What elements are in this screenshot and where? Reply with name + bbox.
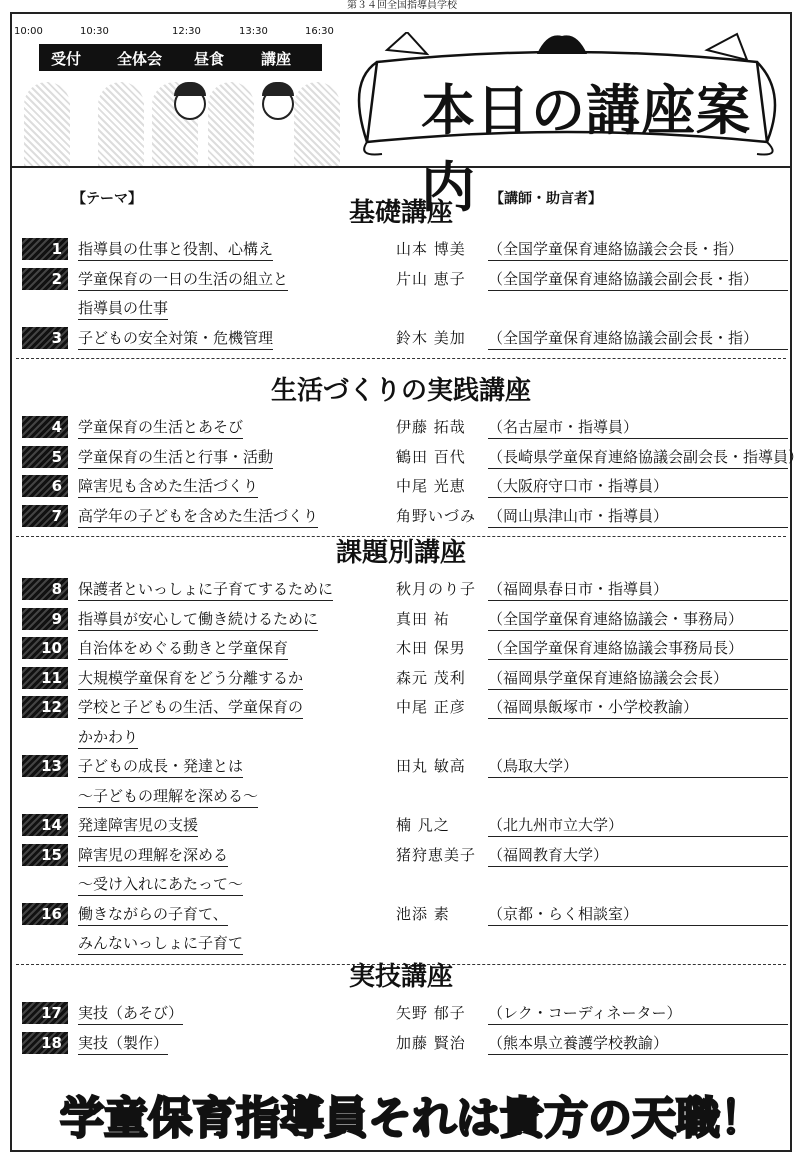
lecture-row <box>12 635 790 665</box>
lecturer-name: 真田 祐 <box>396 609 450 628</box>
lecturer-name: 木田 保男 <box>396 639 466 657</box>
lecturer-affiliation: （福岡県学童保育連絡協議会会長） <box>488 667 788 690</box>
lecturer-name: 片山 恵子 <box>396 269 466 288</box>
time-label: 10:30 <box>80 26 109 37</box>
lecture-theme: 高学年の子どもを含めた生活づくり <box>78 505 318 528</box>
lecturer-affiliation: （北九州市立大学） <box>488 814 788 837</box>
lecture-theme: 子どもの安全対策・危機管理 <box>78 327 273 350</box>
lecturer-affiliation: （京都・らく相談室） <box>488 903 788 926</box>
lecture-row <box>12 812 790 842</box>
lecture-row <box>12 444 804 474</box>
lecture-row <box>12 753 790 783</box>
lecture-number: 13 <box>22 755 68 777</box>
lecture-theme: 実技（あそび） <box>78 1002 183 1025</box>
lecture-row-continued <box>12 783 790 813</box>
lecture-row <box>12 576 790 606</box>
section-title: 実技講座 <box>348 962 453 992</box>
lecture-number: 4 <box>22 416 68 438</box>
section-divider <box>16 358 786 359</box>
time-label: 16:30 <box>305 26 334 37</box>
lecturer-name: 秋月のり子 <box>396 580 477 598</box>
lecture-theme: 学校と子どもの生活、学童保育の <box>78 696 303 719</box>
lecturer-name: 楠 凡之 <box>396 816 450 834</box>
document-header: 第３４回全国指導員学校 <box>347 0 457 11</box>
lecturer-name: 中尾 正彦 <box>396 698 466 716</box>
decorative-pillar <box>294 82 340 166</box>
lecturer-name: 池添 素 <box>396 904 450 923</box>
lecture-number: 14 <box>22 814 68 836</box>
lecture-number: 7 <box>22 505 68 527</box>
section-title: 生活づくりの実践講座 <box>270 376 531 406</box>
lecture-theme: みんないっしょに子育て <box>78 932 243 955</box>
lecture-theme: ～受け入れにあたって～ <box>78 873 243 896</box>
lecture-theme: ～子どもの理解を深める～ <box>78 785 258 808</box>
lecture-row <box>12 414 790 444</box>
schedule-item: 昼食 <box>194 50 225 68</box>
lecture-theme: 発達障害児の支援 <box>78 814 198 837</box>
lecture-theme: 学童保育の一日の生活の組立と <box>78 268 288 291</box>
lecture-theme: 保護者といっしょに子育てするために <box>78 578 333 601</box>
lecturer-name: 矢野 郁子 <box>396 1004 466 1022</box>
child-illustration <box>262 88 294 120</box>
lecturer-name: 森元 茂利 <box>396 668 466 687</box>
time-label: 12:30 <box>172 26 201 37</box>
lecture-theme: 指導員の仕事と役割、心構え <box>78 238 273 261</box>
lecturer-name: 山本 博美 <box>396 240 466 258</box>
lecturer-affiliation: （福岡県春日市・指導員） <box>488 578 788 601</box>
lecturer-affiliation: （長崎県学童保育連絡協議会副会長・指導員） <box>488 446 788 469</box>
lecturer-affiliation: （大阪府守口市・指導員） <box>488 475 788 498</box>
lecture-number: 8 <box>22 578 68 600</box>
lecture-row-continued <box>12 871 790 901</box>
lecture-row <box>12 266 790 296</box>
lecture-number: 9 <box>22 608 68 630</box>
lecture-theme: 指導員の仕事 <box>78 297 168 320</box>
lecture-theme: 障害児の理解を深める <box>78 844 228 867</box>
lecture-theme: 指導員が安心して働き続けるために <box>78 608 318 631</box>
lecturer-affiliation: （岡山県津山市・指導員） <box>488 505 788 528</box>
schedule-bar <box>39 44 322 71</box>
lecture-number: 5 <box>22 446 68 468</box>
lecturer-affiliation: （名古屋市・指導員） <box>488 416 788 439</box>
lecture-number: 3 <box>22 327 68 349</box>
lecture-number: 15 <box>22 844 68 866</box>
lecturer-affiliation: （レク・コーディネーター） <box>488 1002 788 1025</box>
theme-column-label: 【テーマ】 <box>72 191 142 207</box>
lecturer-affiliation: （全国学童保育連絡協議会事務局長） <box>488 637 788 660</box>
time-label: 13:30 <box>239 26 268 37</box>
lecturer-name: 鶴田 百代 <box>396 447 466 466</box>
lecture-theme: 学童保育の生活と行事・活動 <box>78 446 273 469</box>
lecturer-affiliation: （全国学童保育連絡協議会・事務局） <box>488 608 788 631</box>
lecture-number: 12 <box>22 696 68 718</box>
section-title: 基礎講座 <box>348 198 453 228</box>
lecture-theme: かかわり <box>78 726 138 749</box>
lecturer-affiliation: （全国学童保育連絡協議会副会長・指） <box>488 327 788 350</box>
lecture-number: 2 <box>22 268 68 290</box>
lecture-row <box>12 473 790 503</box>
child-illustration <box>174 88 206 120</box>
lecture-number: 6 <box>22 475 68 497</box>
lecturer-name: 加藤 賢治 <box>396 1033 466 1052</box>
slogan-banner <box>32 1079 792 1159</box>
lecturer-name: 田丸 敏高 <box>396 757 466 775</box>
lecturer-name: 鈴木 美加 <box>396 328 466 347</box>
lecture-row <box>12 606 790 636</box>
lecture-theme: 学童保育の生活とあそび <box>78 416 243 439</box>
lecture-row <box>12 325 790 355</box>
lecture-row <box>12 901 790 931</box>
lecture-row <box>12 503 790 533</box>
schedule-item: 全体会 <box>117 50 163 68</box>
lecture-number: 1 <box>22 238 68 260</box>
time-label: 10:00 <box>14 26 43 37</box>
lecture-list <box>12 166 804 1150</box>
lecture-theme: 大規模学童保育をどう分離するか <box>78 667 303 690</box>
lecture-row <box>12 1030 790 1060</box>
section-title: 課題別講座 <box>335 538 466 568</box>
lecture-number: 10 <box>22 637 68 659</box>
lecturer-name: 角野いづみ <box>396 506 477 525</box>
lecturer-name: 中尾 光恵 <box>396 477 466 495</box>
page-frame <box>10 12 804 1152</box>
lecture-row <box>12 694 790 724</box>
decorative-pillar <box>208 82 254 166</box>
lecture-theme: 自治体をめぐる動きと学童保育 <box>78 637 288 660</box>
lecturer-affiliation: （福岡県飯塚市・小学校教諭） <box>488 696 788 719</box>
lecture-number: 11 <box>22 667 68 689</box>
lecturer-affiliation: （鳥取大学） <box>488 755 788 778</box>
lecture-row <box>12 1000 790 1030</box>
lecture-row-continued <box>12 724 790 754</box>
schedule-times <box>12 26 342 40</box>
lecture-row <box>12 665 790 695</box>
lecture-number: 18 <box>22 1032 68 1054</box>
lecture-number: 17 <box>22 1002 68 1024</box>
decorative-pillar <box>98 82 144 166</box>
lecturer-affiliation: （福岡教育大学） <box>488 844 788 867</box>
banner-title: 本日の講座案内 <box>421 78 751 219</box>
schedule-item: 講座 <box>261 50 292 68</box>
lecture-theme: 子どもの成長・発達とは <box>78 755 243 778</box>
slogan-text: 学童保育指導員それは貴方の天職！ <box>60 1093 764 1144</box>
lecture-number: 16 <box>22 903 68 925</box>
lecturer-affiliation: （全国学童保育連絡協議会副会長・指） <box>488 268 788 291</box>
lecture-theme: 障害児も含めた生活づくり <box>78 475 258 498</box>
lecturer-column-label: 【講師・助言者】 <box>490 191 602 207</box>
lecturer-affiliation: （全国学童保育連絡協議会会長・指） <box>488 238 788 261</box>
lecturer-name: 猪狩恵美子 <box>396 845 477 864</box>
schedule-item: 受付 <box>51 50 82 68</box>
lecture-theme: 実技（製作） <box>78 1032 168 1055</box>
lecturer-affiliation: （熊本県立養護学校教諭） <box>488 1032 788 1055</box>
lecture-theme: 働きながらの子育て、 <box>78 903 228 926</box>
lecture-row <box>12 842 790 872</box>
lecture-row-continued <box>12 295 790 325</box>
lecture-row <box>12 236 790 266</box>
decorative-pillar <box>24 82 70 166</box>
lecturer-name: 伊藤 拓哉 <box>396 418 466 436</box>
